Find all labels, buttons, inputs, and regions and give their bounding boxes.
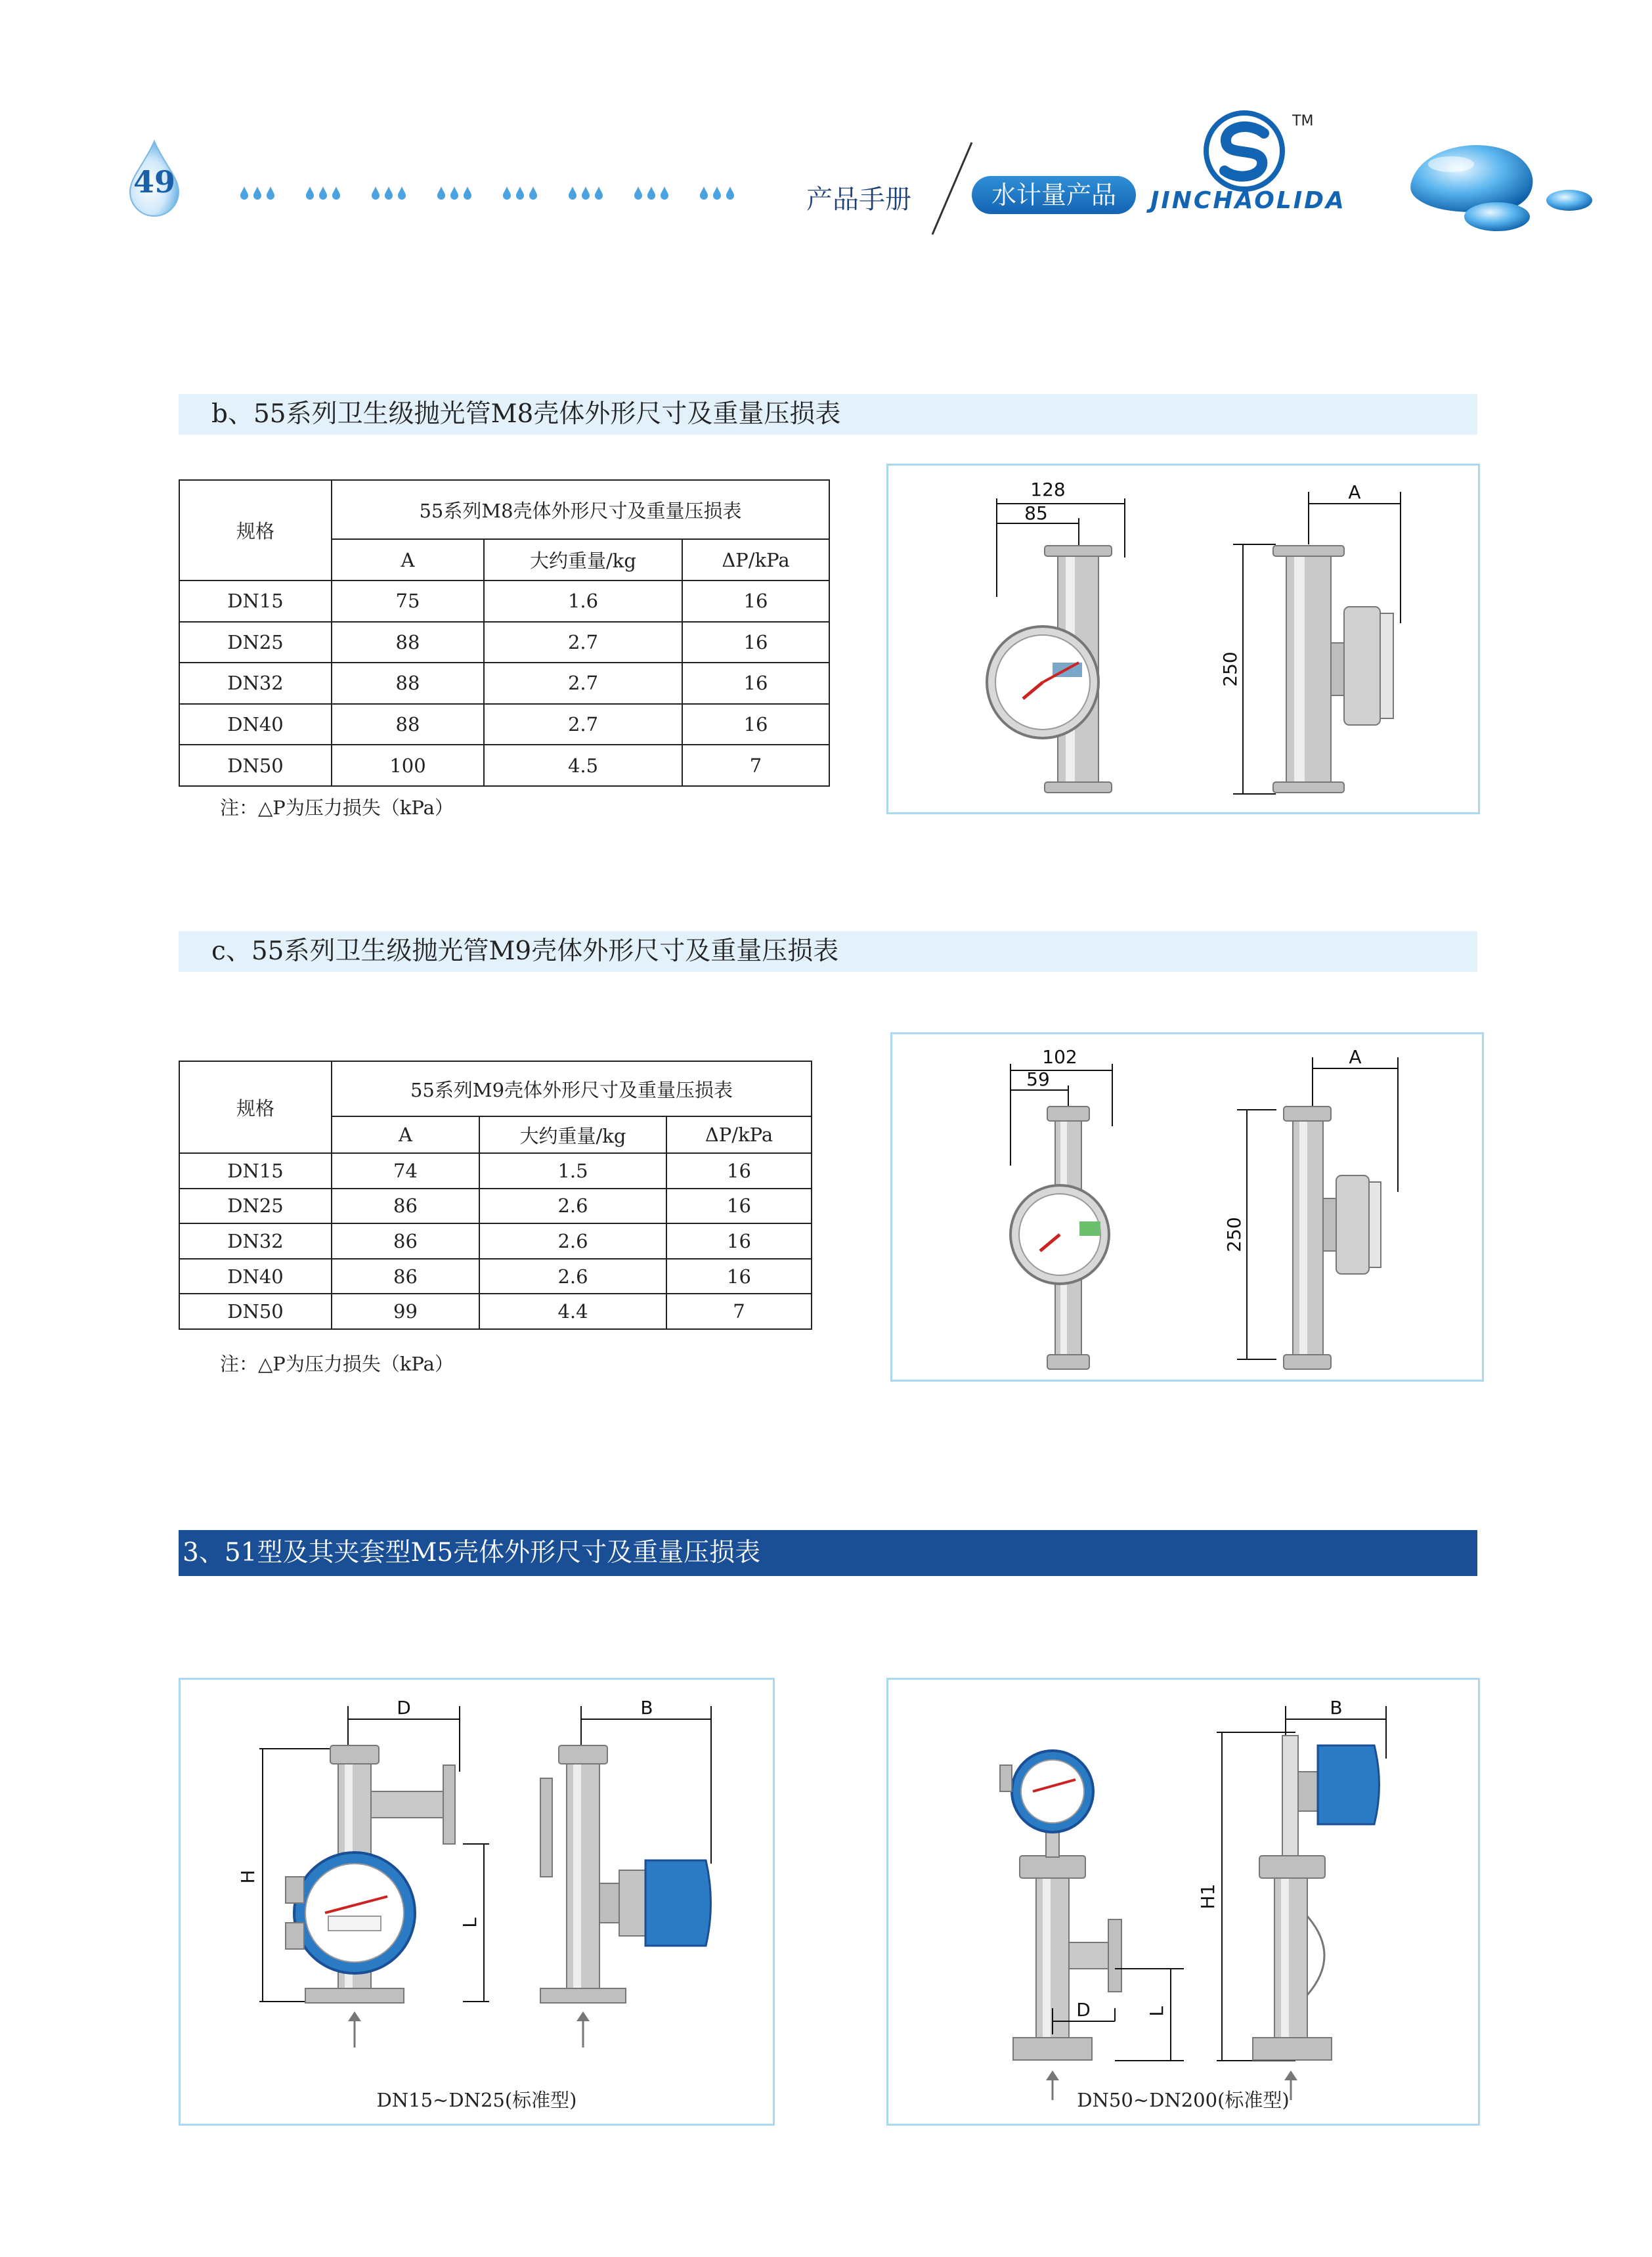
dim-width-center: 85 — [1024, 502, 1048, 524]
dim-b: B — [1330, 1697, 1343, 1719]
table-cell: 88 — [332, 663, 484, 704]
table-cell: 1.6 — [484, 581, 682, 622]
table-cell: DN40 — [179, 1259, 332, 1294]
decorative-drops — [240, 181, 765, 207]
section-c-title: c、55系列卫生级抛光管M9壳体外形尺寸及重量压损表 — [179, 931, 1477, 972]
table-group-header: 55系列M8壳体外形尺寸及重量压损表 — [332, 480, 829, 539]
table-cell: 7 — [666, 1294, 812, 1329]
col-header-weight: 大约重量/kg — [484, 539, 682, 581]
water-drop-icon — [594, 186, 603, 200]
table-row — [179, 663, 829, 704]
water-drop-icon — [305, 186, 315, 200]
water-drop-icon — [318, 186, 328, 200]
table-row — [179, 622, 829, 663]
table-row — [179, 1153, 812, 1189]
manual-label: 产品手册 — [806, 185, 911, 215]
table-cell: DN32 — [179, 1223, 332, 1259]
flowmeter-m8-drawing — [888, 466, 1482, 816]
flowmeter-m9-drawing — [892, 1034, 1486, 1384]
table-row — [179, 745, 829, 786]
table-cell: DN25 — [179, 622, 332, 663]
water-drop-icon — [581, 186, 590, 200]
table-row — [179, 581, 829, 622]
section-3-title: 3、51型及其夹套型M5壳体外形尺寸及重量压损表 — [179, 1530, 1477, 1576]
table-cell: 16 — [666, 1223, 812, 1259]
water-drop-icon — [240, 186, 249, 200]
dim-depth: A — [1349, 1046, 1362, 1068]
water-drop-icon — [384, 186, 393, 200]
flowmeter-m5-small-drawing — [181, 1680, 777, 2128]
table-cell: 74 — [332, 1153, 479, 1189]
dim-width-center: 59 — [1026, 1068, 1050, 1090]
table-cell: 4.4 — [479, 1294, 666, 1329]
table-cell: 2.6 — [479, 1189, 666, 1224]
table-cell: 16 — [682, 663, 829, 704]
drawing-frame-dn50-dn200 — [886, 1678, 1480, 2126]
table-cell: 86 — [332, 1223, 479, 1259]
table-cell: DN40 — [179, 704, 332, 745]
table-cell: 2.7 — [484, 622, 682, 663]
dim-d: D — [1076, 1999, 1091, 2021]
dim-h: H — [237, 1870, 259, 1884]
col-header-pressure-loss: ΔP/kPa — [682, 539, 829, 581]
page-number: 49 — [133, 164, 175, 200]
table-cell: 16 — [666, 1153, 812, 1189]
water-drop-icon — [332, 186, 341, 200]
table-row — [179, 1294, 812, 1329]
water-drop-icon — [647, 186, 656, 200]
spec-table-m9 — [179, 1061, 812, 1330]
drawing-frame-m9 — [890, 1032, 1484, 1382]
table-cell: DN25 — [179, 1189, 332, 1224]
col-header-pressure-loss: ΔP/kPa — [666, 1116, 812, 1153]
dim-depth: A — [1348, 481, 1361, 503]
table-row — [179, 1189, 812, 1224]
table-cell: DN50 — [179, 1294, 332, 1329]
water-drop-icon — [502, 186, 511, 200]
table-cell: DN50 — [179, 745, 332, 786]
col-header-a: A — [332, 539, 484, 581]
brand-logo-icon — [1202, 108, 1287, 194]
table-cell: 88 — [332, 704, 484, 745]
water-drop-icon — [726, 186, 735, 200]
table-cell: 1.5 — [479, 1153, 666, 1189]
water-drop-icon — [712, 186, 722, 200]
dim-height: 250 — [1219, 651, 1241, 687]
dim-d: D — [397, 1697, 411, 1719]
table-cell: 2.6 — [479, 1223, 666, 1259]
table-cell: 16 — [682, 704, 829, 745]
dim-b: B — [640, 1697, 653, 1719]
table-cell: 7 — [682, 745, 829, 786]
table-cell: 16 — [666, 1259, 812, 1294]
water-drop-icon — [515, 186, 525, 200]
dim-h1: H1 — [1197, 1883, 1219, 1910]
category-badge: 水计量产品 — [972, 176, 1136, 214]
spec-table-m8 — [179, 479, 830, 787]
water-drop-icon — [397, 186, 406, 200]
water-drop-icon — [253, 186, 262, 200]
table-cell: 16 — [666, 1189, 812, 1224]
water-drop-icon — [266, 186, 275, 200]
divider-slash — [926, 139, 978, 238]
water-drop-icon — [463, 186, 472, 200]
water-drop-icon — [450, 186, 459, 200]
table-cell: 2.7 — [484, 663, 682, 704]
water-drop-icon — [660, 186, 669, 200]
table-cell: 2.7 — [484, 704, 682, 745]
table-cell: 99 — [332, 1294, 479, 1329]
table-cell: 86 — [332, 1189, 479, 1224]
trademark-mark: TM — [1292, 113, 1314, 129]
table-cell: 86 — [332, 1259, 479, 1294]
water-drop-icon — [529, 186, 538, 200]
table-row — [179, 1259, 812, 1294]
table-group-header: 55系列M9壳体外形尺寸及重量压损表 — [332, 1061, 812, 1116]
dim-l: L — [459, 1917, 481, 1928]
table-cell: 75 — [332, 581, 484, 622]
water-drop-icon — [437, 186, 446, 200]
water-drop-icon — [699, 186, 708, 200]
spec-header: 规格 — [179, 480, 332, 581]
table-cell: 16 — [682, 622, 829, 663]
section-b-title: b、55系列卫生级抛光管M8壳体外形尺寸及重量压损表 — [179, 394, 1477, 435]
water-drop-icon — [634, 186, 643, 200]
col-header-a: A — [332, 1116, 479, 1153]
dim-width-total: 102 — [1042, 1046, 1077, 1068]
table-cell: 4.5 — [484, 745, 682, 786]
table-cell: DN15 — [179, 1153, 332, 1189]
table-row — [179, 704, 829, 745]
figure-caption: DN15~DN25(标准型) — [376, 2089, 577, 2111]
table-cell: 100 — [332, 745, 484, 786]
water-drop-icon — [371, 186, 380, 200]
figure-caption: DN50~DN200(标准型) — [1077, 2089, 1290, 2111]
table-note: 注：△P为压力损失（kPa） — [220, 1353, 454, 1375]
drawing-frame-m8 — [886, 464, 1480, 814]
flowmeter-m5-large-drawing — [888, 1680, 1482, 2128]
water-drop-icon — [568, 186, 577, 200]
table-cell: 16 — [682, 581, 829, 622]
spec-header: 规格 — [179, 1061, 332, 1153]
brand-name: JINCHAOLIDA — [1150, 187, 1346, 214]
table-row — [179, 1223, 812, 1259]
table-cell: 2.6 — [479, 1259, 666, 1294]
dim-width-total: 128 — [1030, 479, 1066, 500]
drawing-frame-dn15-dn25 — [179, 1678, 775, 2126]
table-cell: DN15 — [179, 581, 332, 622]
water-splash-icon — [1405, 135, 1602, 240]
table-cell: 88 — [332, 622, 484, 663]
table-cell: DN32 — [179, 663, 332, 704]
col-header-weight: 大约重量/kg — [479, 1116, 666, 1153]
table-note: 注：△P为压力损失（kPa） — [220, 797, 454, 819]
dim-l: L — [1146, 2006, 1167, 2017]
dim-height: 250 — [1223, 1217, 1245, 1252]
